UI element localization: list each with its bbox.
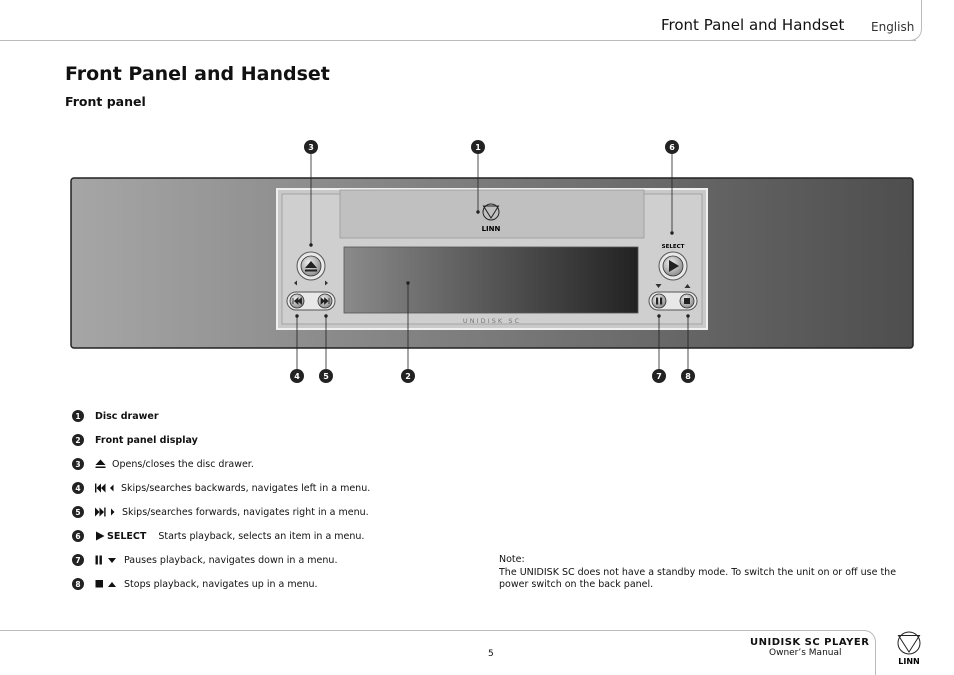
legend-number: 5 — [72, 506, 84, 518]
linn-logo-icon — [893, 630, 925, 670]
note-label: Note: — [499, 554, 525, 565]
legend-item — [72, 456, 254, 472]
legend-desc: Starts playback, selects an item in a menu. — [158, 530, 365, 542]
front-panel-illustration — [0, 130, 954, 400]
header-title: Front Panel and Handset — [661, 16, 845, 34]
legend-number: 8 — [72, 578, 84, 590]
section-title: Front panel — [65, 94, 146, 109]
eject-icon — [95, 459, 106, 469]
callout-2 — [401, 369, 415, 383]
header-rule — [0, 40, 916, 41]
svg-text:6: 6 — [669, 143, 675, 152]
legend-item — [72, 528, 364, 544]
callout-3 — [304, 140, 318, 154]
svg-text:4: 4 — [294, 372, 300, 381]
product-subtitle: Owner’s Manual — [769, 648, 842, 658]
svg-text:3: 3 — [308, 143, 314, 152]
skip-forward-icon — [95, 507, 116, 517]
note — [499, 554, 909, 592]
select-label: SELECT — [661, 244, 685, 250]
svg-text:LINN: LINN — [898, 657, 920, 666]
legend-number: 2 — [72, 434, 84, 446]
legend-number: 3 — [72, 458, 84, 470]
legend-number: 1 — [72, 410, 84, 422]
legend-number: 6 — [72, 530, 84, 542]
stop-button — [680, 294, 694, 308]
footer-rule — [0, 630, 866, 631]
pause-button — [652, 294, 666, 308]
callout-5 — [319, 369, 333, 383]
legend-desc: Skips/searches forwards, navigates right in a menu. — [122, 506, 369, 518]
stop-icon — [95, 579, 118, 589]
skip-forward-button — [318, 294, 332, 308]
callout-7 — [652, 369, 666, 383]
legend-item — [72, 408, 159, 424]
front-panel-display — [344, 247, 638, 313]
callout-1 — [471, 140, 485, 154]
svg-text:2: 2 — [405, 372, 411, 381]
svg-text:8: 8 — [685, 372, 691, 381]
eject-button — [297, 252, 325, 280]
skip-back-icon — [95, 483, 115, 493]
legend-item — [72, 432, 198, 448]
skip-back-button — [290, 294, 304, 308]
note-text: The UNIDISK SC does not have a standby mode. To switch the unit on or off use the power switch on the back panel. — [499, 566, 897, 590]
legend-item — [72, 576, 318, 592]
svg-text:5: 5 — [323, 372, 329, 381]
product-name: UNIDISK SC PLAYER — [750, 637, 870, 648]
legend-desc: Pauses playback, navigates down in a menu. — [124, 554, 338, 566]
select-word: SELECT — [107, 530, 147, 542]
legend-item — [72, 552, 337, 568]
play-icon — [95, 531, 105, 541]
callout-6 — [665, 140, 679, 154]
legend-desc: Skips/searches backwards, navigates left in a menu. — [121, 482, 371, 494]
legend-number: 7 — [72, 554, 84, 566]
legend-name: Front panel display — [95, 434, 198, 446]
callout-4 — [290, 369, 304, 383]
brand-text: LINN — [481, 225, 501, 233]
legend-item — [72, 504, 369, 520]
callout-8 — [681, 369, 695, 383]
model-label: U N I D I S K S C — [462, 317, 520, 325]
header-language: English — [871, 20, 915, 34]
page-number: 5 — [488, 649, 494, 659]
svg-text:7: 7 — [656, 372, 662, 381]
legend-name: Disc drawer — [95, 410, 159, 422]
page-title: Front Panel and Handset — [65, 63, 330, 85]
pause-icon — [95, 555, 118, 565]
legend-desc: Stops playback, navigates up in a menu. — [124, 578, 318, 590]
legend-number: 4 — [72, 482, 84, 494]
play-select-button — [659, 252, 687, 280]
legend-desc: Opens/closes the disc drawer. — [112, 458, 254, 470]
legend-item — [72, 480, 370, 496]
svg-text:1: 1 — [475, 143, 481, 152]
